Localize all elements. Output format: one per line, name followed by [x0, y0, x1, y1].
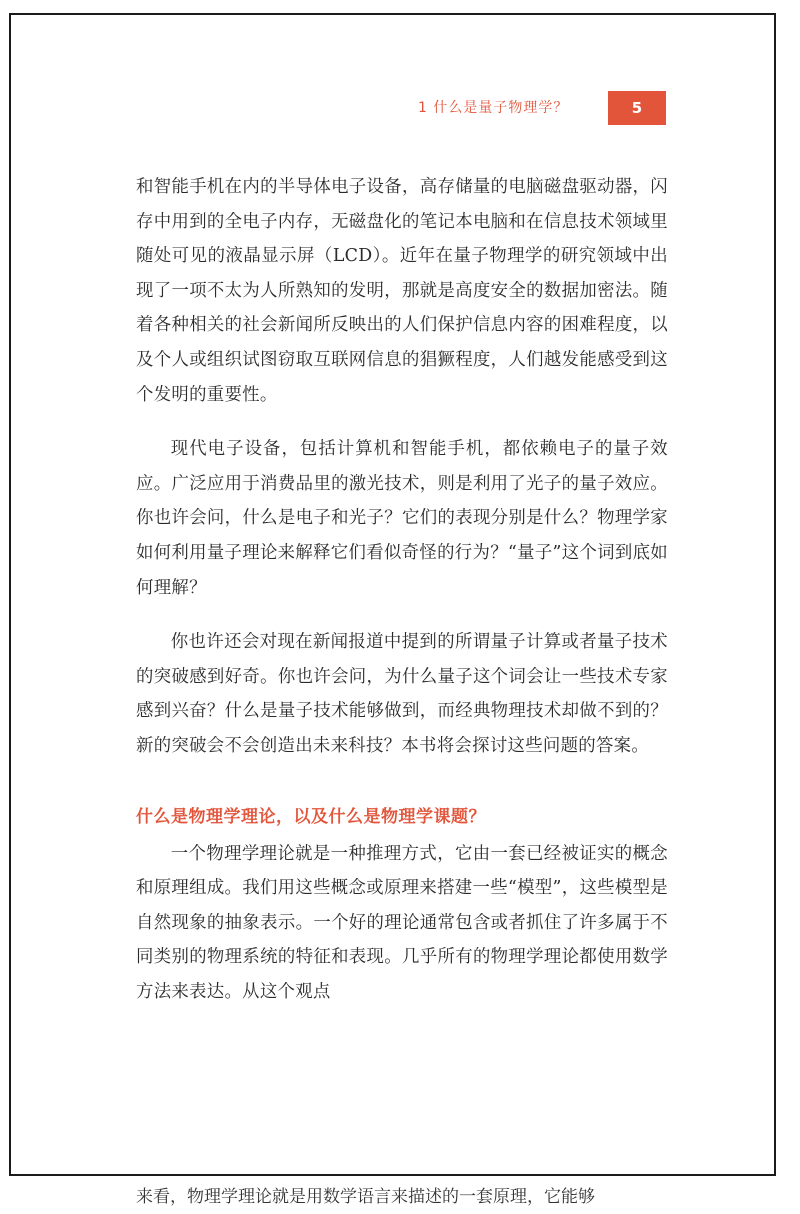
body-text — [136, 170, 668, 1029]
paragraph: 和智能手机在内的半导体电子设备，高存储量的电脑磁盘驱动器，闪存中用到的全电子内存，无磁盘化的笔记本电脑和在信息技术领域里随处可见的液晶显示屏（LCD）。近年在量子物理学的研究领域中出现了一项不太为人所熟知的发明，那就是高度安全的数据加密法。随着各种相关的社会新闻所反映出的人们保护信息内容的困难程度，以及个人或组织试图窃取互联网信息的猖獗程度，人们越发能感受到这个发明的重要性。 — [136, 177, 668, 405]
paragraph: 现代电子设备，包括计算机和智能手机，都依赖电子的量子效应。广泛应用于消费品里的激光技术，则是利用了光子的量子效应。你也许会问，什么是电子和光子？它们的表现分别是什么？物理学家如何利用量子理论来解释它们看似奇怪的行为？“量子”这个词到底如何理解？ — [136, 439, 668, 598]
section-heading: 什么是物理学理论，以及什么是物理学课题？ — [136, 806, 486, 827]
paragraph: 你也许还会对现在新闻报道中提到的所谓量子计算或者量子技术的突破感到好奇。你也许会问，为什么量子这个词会让一些技术专家感到兴奋？什么是量子技术能够做到，而经典物理技术却做不到的？新的突破会不会创造出未来科技？本书将会探讨这些问题的答案。 — [136, 632, 668, 756]
running-header: 1 什么是量子物理学？ — [418, 100, 569, 116]
next-page-text-fragment: 来看，物理学理论就是用数学语言来描述的一套原理，它能够 — [136, 1187, 595, 1207]
page-number-badge: 5 — [608, 91, 666, 125]
paragraph: 一个物理学理论就是一种推理方式，它由一套已经被证实的概念和原理组成。我们用这些概念或原理来搭建一些“模型”，这些模型是自然现象的抽象表示。一个好的理论通常包含或者抓住了许多属于不同类别的物理系统的特征和表现。几乎所有的物理学理论都使用数学方法来表达。从这个观点 — [136, 843, 668, 1002]
